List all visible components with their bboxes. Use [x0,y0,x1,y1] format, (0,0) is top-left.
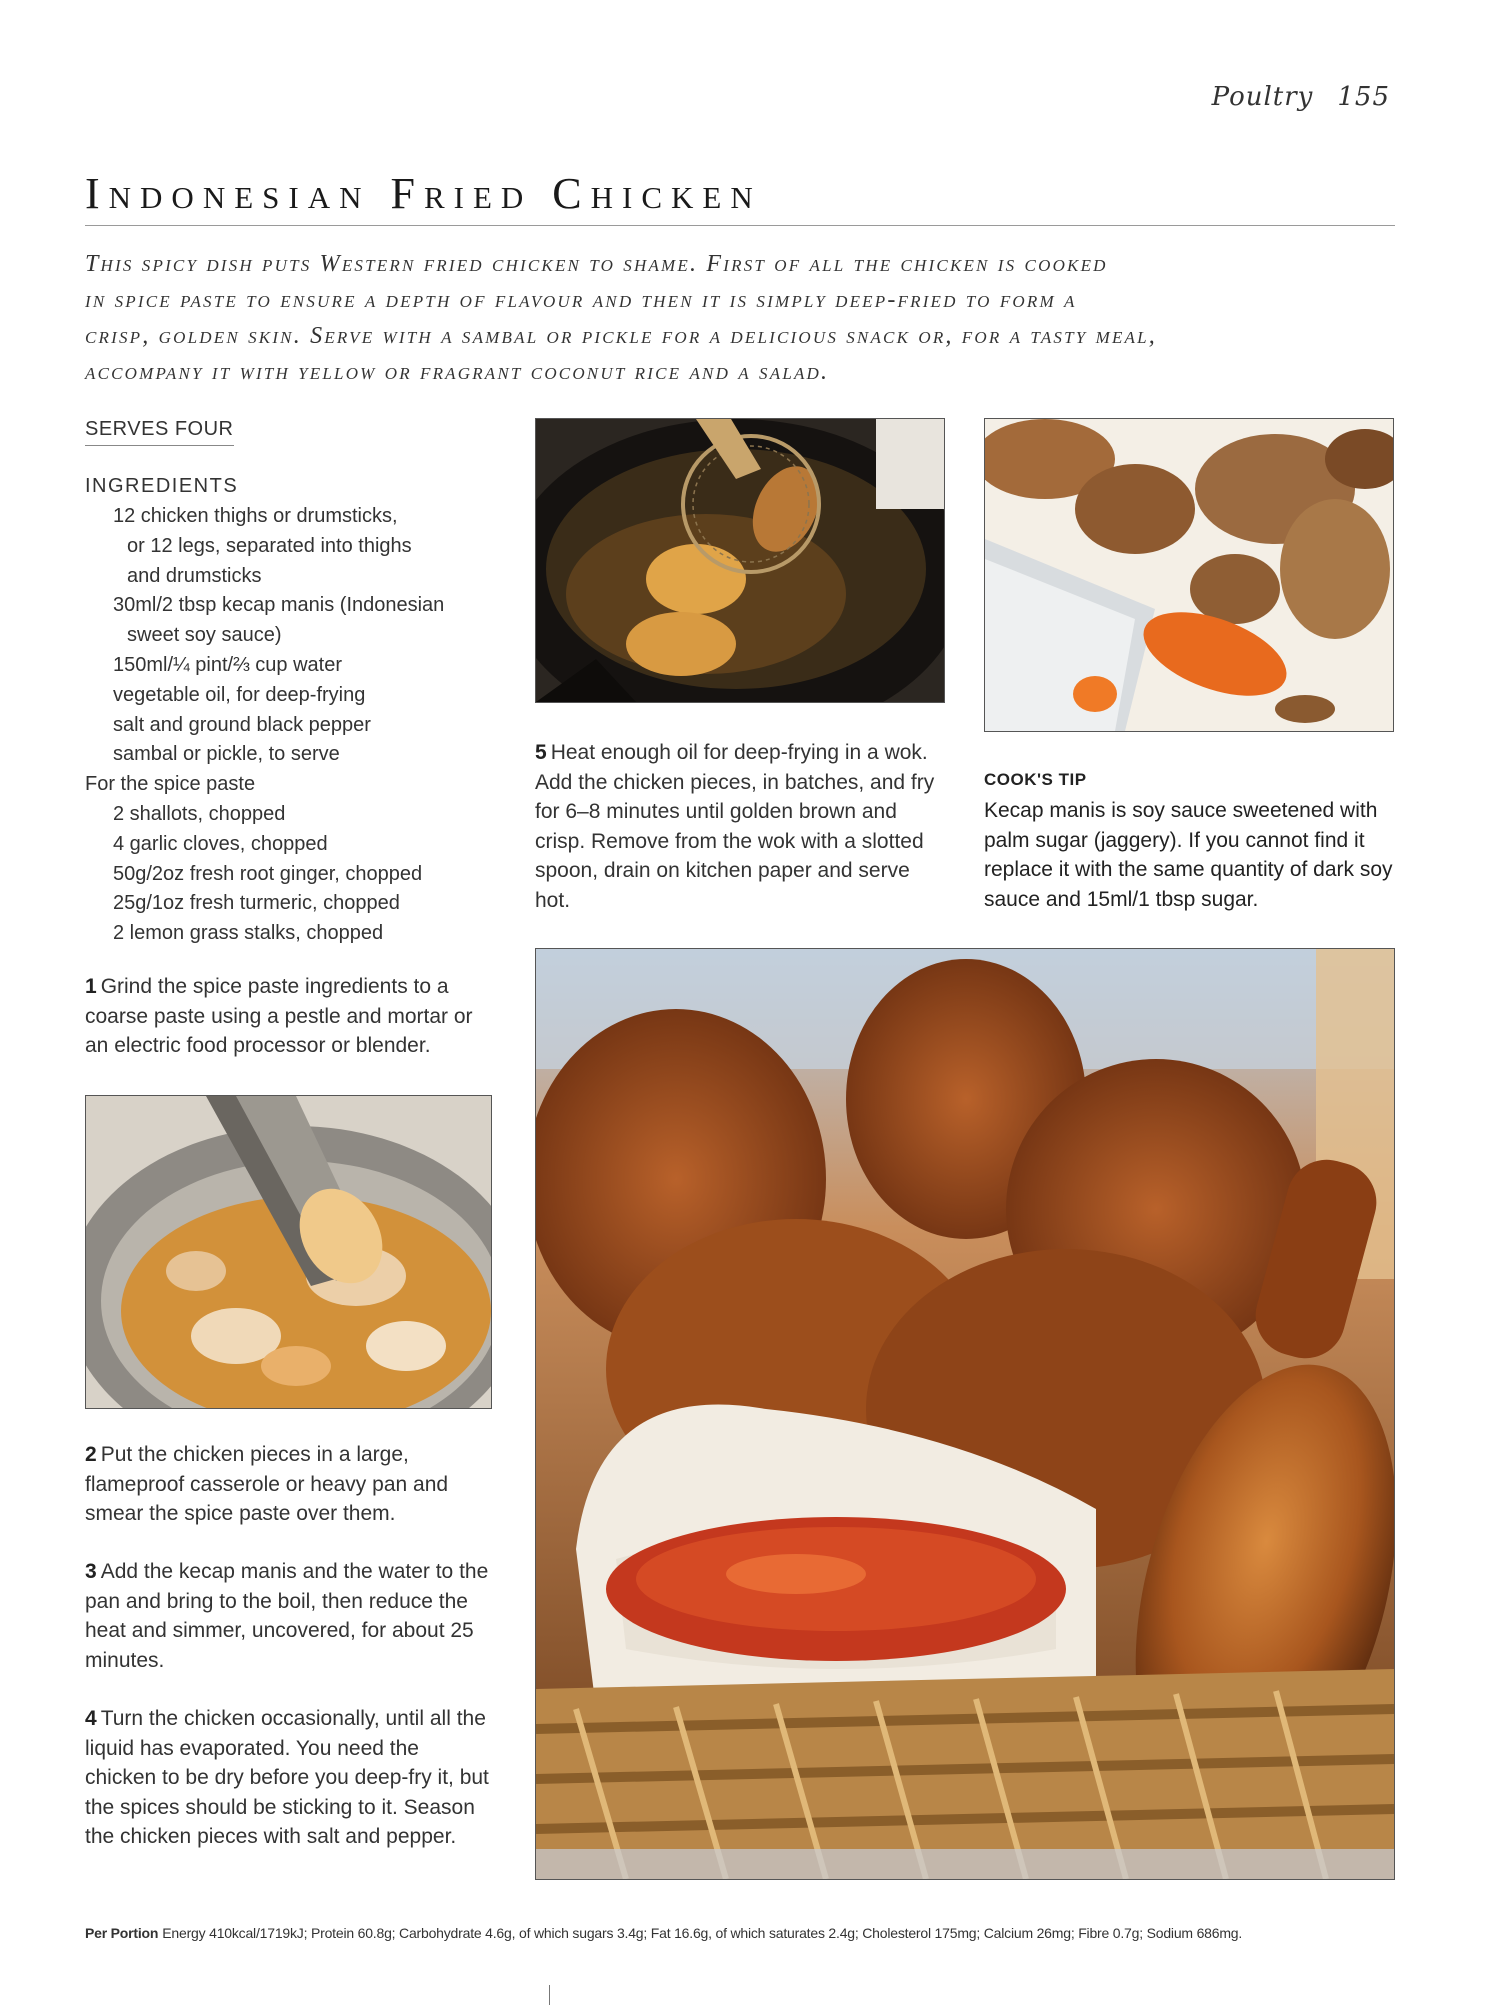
step-1 [85,972,495,1061]
step-number: 5 [535,741,547,764]
step-number: 1 [85,975,97,998]
spice-paste-heading: For the spice paste [85,773,256,796]
spice-paste-item: 50g/2oz fresh root ginger, chopped [113,862,423,885]
cooks-tip-title: COOK'S TIP [984,770,1087,789]
step-text: Heat enough oil for deep-frying in a wok. Add the chicken pieces, in batches, and fry for 6–8 minutes until golden brown and crisp. Remove from the wok with a slotted spoon, drain on kitchen paper and serve hot. [535,741,935,912]
ingredients-list [85,502,505,949]
spice-paste-item: 25g/1oz fresh turmeric, chopped [113,892,400,915]
step-2 [85,1440,495,1529]
intro-line: in spice paste to ensure a depth of flavour and then it is simply deep-fried to form a [85,287,1077,313]
step-3 [85,1557,495,1675]
deep-frying-photo [535,418,945,703]
cooks-tip-text: Kecap manis is soy sauce sweetened with palm sugar (jaggery). If you cannot find it replace it with the same quantity of dark soy sauce and 15ml/1 tbsp sugar. [984,799,1393,911]
running-head [1212,82,1390,112]
intro-line: This spicy dish puts Western fried chicken to shame. First of all the chicken is cooked [85,251,1108,277]
ingredient-item: vegetable oil, for deep-frying [113,683,366,706]
step-text: Turn the chicken occasionally, until all the liquid has evaporated. You need the chicken to be dry before you deep-fry it, but the spices should be sticking to it. Season the chicken pieces with salt and pepper. [85,1707,489,1848]
intro-line: accompany it with yellow or fragrant coconut rice and a salad. [85,359,830,385]
section-name: Poultry [1211,82,1314,112]
ingredient-item: salt and ground black pepper [113,713,371,736]
page-number: 155 [1337,82,1390,112]
spice-paste-item: 4 garlic cloves, chopped [113,832,328,855]
step-number: 4 [85,1707,97,1730]
step-4 [85,1704,495,1852]
ingredient-item: sambal or pickle, to serve [113,743,340,766]
ingredient-item: 12 chicken thighs or drumsticks, or 12 legs, separated into thighs and drumsticks [113,505,412,587]
turmeric-ginger-photo [984,418,1394,732]
page-crop-mark [549,1985,550,2005]
serves-label: SERVES FOUR [85,418,234,446]
nutrition-label: Per Portion [85,1925,159,1941]
recipe-title: Indonesian Fried Chicken [85,169,762,218]
spice-paste-item: 2 lemon grass stalks, chopped [113,922,384,945]
fried-chicken-basket-photo [535,948,1395,1880]
nutrition-text: Energy 410kcal/1719kJ; Protein 60.8g; Carbohydrate 4.6g, of which sugars 3.4g; Fat 16.6g, of which saturates 2.4g; Cholesterol 175mg; Calcium 26mg; Fibre 0.7g; Sodium 686mg. [162,1925,1243,1941]
step-5 [535,738,940,915]
step-text: Put the chicken pieces in a large, flameproof casserole or heavy pan and smear the spice paste over them. [85,1443,449,1525]
casserole-photo [85,1095,492,1409]
ingredients-heading: INGREDIENTS [85,475,239,497]
step-text: Add the kecap manis and the water to the pan and bring to the boil, then reduce the heat and simmer, uncovered, for about 25 minutes. [85,1560,489,1672]
step-text: Grind the spice paste ingredients to a coarse paste using a pestle and mortar or an electric food processor or blender. [85,975,473,1057]
step-number: 3 [85,1560,97,1583]
recipe-intro [85,246,1375,390]
ingredient-item: 30ml/2 tbsp kecap manis (Indonesian sweet soy sauce) [113,594,445,647]
nutrition-info [85,1925,1405,1941]
title-divider [85,225,1395,226]
intro-line: crisp, golden skin. Serve with a sambal or pickle for a delicious snack or, for a tasty meal, [85,323,1157,349]
step-number: 2 [85,1443,97,1466]
ingredient-item: 150ml/¼ pint/⅔ cup water [113,653,343,676]
spice-paste-item: 2 shallots, chopped [113,802,286,825]
